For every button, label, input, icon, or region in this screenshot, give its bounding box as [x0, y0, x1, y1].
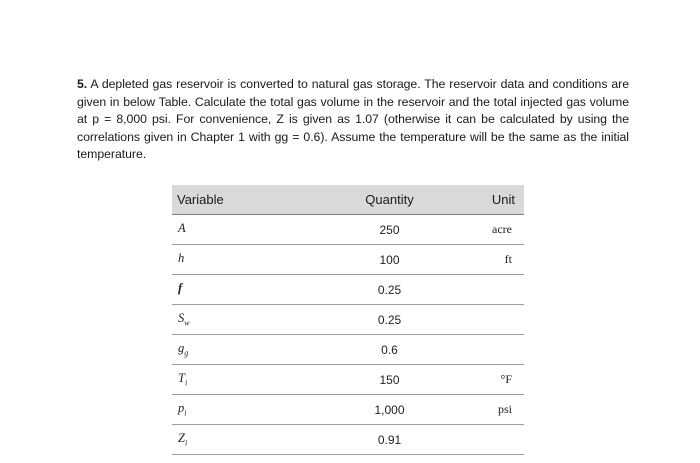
data-table-container [172, 185, 524, 455]
cell-variable [172, 425, 327, 455]
table-row [172, 335, 524, 365]
cell-variable [172, 395, 327, 425]
cell-unit [452, 425, 524, 455]
reservoir-data-table [172, 185, 524, 455]
table-row [172, 275, 524, 305]
cell-unit: °F [452, 365, 524, 395]
variable-symbol: Z [178, 431, 185, 446]
cell-quantity: 0.91 [327, 425, 452, 455]
variable-symbol: p [178, 401, 185, 416]
variable-symbol: f [178, 281, 183, 296]
table-row [172, 395, 524, 425]
cell-unit [452, 305, 524, 335]
cell-variable [172, 335, 327, 365]
cell-unit [452, 275, 524, 305]
table-row [172, 305, 524, 335]
cell-quantity: 0.25 [327, 305, 452, 335]
variable-subscript: w [184, 318, 190, 328]
cell-unit: acre [452, 215, 524, 245]
variable-subscript: i [184, 438, 188, 448]
cell-quantity: 250 [327, 215, 452, 245]
cell-unit: ft [452, 245, 524, 275]
table-row [172, 425, 524, 455]
cell-quantity: 0.25 [327, 275, 452, 305]
cell-quantity: 100 [327, 245, 452, 275]
cell-quantity: 150 [327, 365, 452, 395]
variable-subscript: i [184, 378, 188, 388]
table-row [172, 365, 524, 395]
cell-quantity: 1,000 [327, 395, 452, 425]
variable-symbol: T [178, 371, 185, 386]
variable-symbol: h [178, 251, 185, 266]
header-quantity: Quantity [327, 185, 452, 215]
table-body [172, 215, 524, 455]
header-unit: Unit [452, 185, 524, 215]
cell-variable [172, 275, 327, 305]
cell-unit [452, 335, 524, 365]
table-header-row [172, 185, 524, 215]
variable-symbol: g [178, 341, 185, 356]
cell-quantity: 0.6 [327, 335, 452, 365]
problem-statement [77, 76, 629, 164]
variable-subscript: i [184, 408, 187, 418]
variable-subscript: g [184, 348, 189, 358]
table-row [172, 215, 524, 245]
header-variable: Variable [172, 185, 327, 215]
cell-variable [172, 215, 327, 245]
cell-variable [172, 245, 327, 275]
problem-text: A depleted gas reservoir is converted to natural gas storage. The reservoir data and conditions are given in below Table. Calculate the total gas volume in the reservoir and the total injected gas volume at p = 8,000 psi. For convenience, Z is given as 1.07 (otherwise it can be calculated by using the correlations given in Chapter 1 with gg = 0.6). Assume the temperature will be the same as the initial temperature. [77, 77, 629, 162]
cell-variable [172, 305, 327, 335]
cell-unit: psi [452, 395, 524, 425]
cell-variable [172, 365, 327, 395]
table-row [172, 245, 524, 275]
variable-symbol: S [178, 311, 185, 326]
variable-symbol: A [178, 221, 186, 236]
problem-number: 5. [77, 77, 88, 91]
